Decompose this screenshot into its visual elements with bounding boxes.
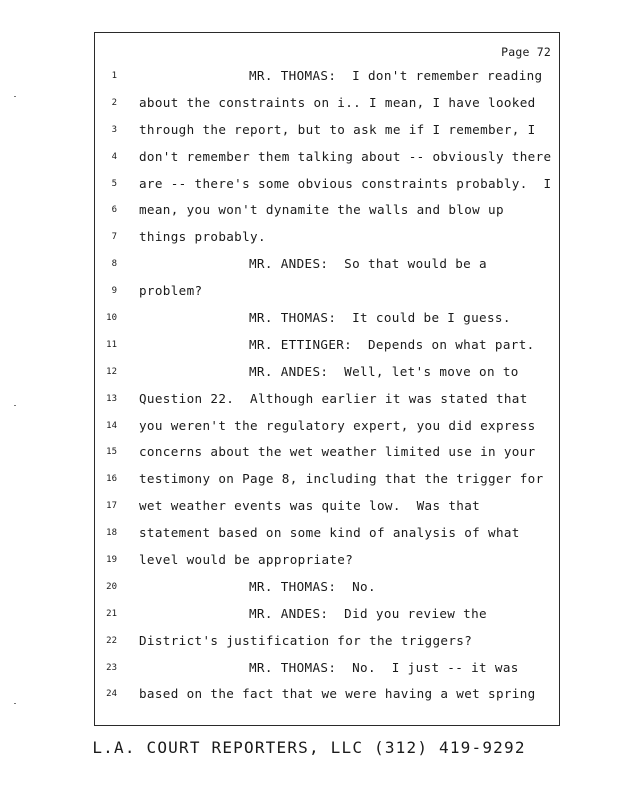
- transcript-line: [95, 547, 559, 574]
- transcript-line: [95, 601, 559, 628]
- line-text: based on the fact that we were having a wet spring: [139, 686, 536, 702]
- transcript-line: [95, 655, 559, 682]
- line-number: 19: [106, 555, 117, 566]
- transcript-line: [95, 413, 559, 440]
- line-text: Question 22. Although earlier it was stated that: [139, 390, 528, 406]
- scan-speck: [14, 703, 16, 704]
- transcript-line: [95, 171, 559, 198]
- line-number: 10: [106, 313, 117, 324]
- line-number: 17: [106, 501, 117, 512]
- transcript-line: [95, 520, 559, 547]
- line-number: 23: [106, 662, 117, 673]
- line-text: through the report, but to ask me if I remember, I: [139, 121, 536, 137]
- line-number: 24: [106, 689, 117, 700]
- transcript-line: [95, 574, 559, 601]
- transcript-line: [95, 681, 559, 708]
- transcript-lines: [95, 63, 559, 708]
- line-text: things probably.: [139, 229, 266, 245]
- page-number: Page 72: [501, 45, 551, 59]
- transcript-line: [95, 493, 559, 520]
- line-number: 21: [106, 608, 117, 619]
- line-number: 18: [106, 528, 117, 539]
- transcript-line: [95, 278, 559, 305]
- line-number: 1: [111, 71, 117, 81]
- scan-speck: [14, 405, 16, 406]
- line-text: statement based on some kind of analysis of what: [139, 525, 520, 541]
- line-number: 5: [111, 178, 117, 189]
- transcript-line: [95, 305, 559, 332]
- transcript-page: [94, 32, 560, 726]
- line-text: MR. ANDES: Did you review the: [249, 605, 487, 621]
- line-text: you weren't the regulatory expert, you did express: [139, 417, 536, 433]
- line-number: 15: [106, 447, 117, 458]
- line-number: 13: [106, 393, 117, 404]
- transcript-line: [95, 251, 559, 278]
- line-text: about the constraints on i.. I mean, I have looked: [139, 94, 536, 110]
- line-text: MR. ANDES: Well, let's move on to: [249, 363, 519, 379]
- line-text: MR. THOMAS: I don't remember reading: [249, 68, 543, 83]
- transcript-line: [95, 439, 559, 466]
- line-text: MR. THOMAS: No.: [249, 578, 376, 594]
- line-number: 20: [106, 581, 117, 592]
- scan-speck: [14, 96, 16, 97]
- transcript-line: [95, 332, 559, 359]
- line-text: wet weather events was quite low. Was that: [139, 498, 481, 514]
- line-text: MR. THOMAS: No. I just -- it was: [249, 659, 519, 675]
- line-text: problem?: [139, 283, 203, 299]
- transcript-line: [95, 386, 559, 413]
- line-number: 12: [106, 366, 117, 377]
- transcript-line: [95, 90, 559, 117]
- line-number: 22: [106, 635, 117, 646]
- line-text: concerns about the wet weather limited use in your: [139, 444, 536, 460]
- line-number: 8: [111, 259, 117, 270]
- transcript-line: [95, 117, 559, 144]
- line-number: 9: [111, 286, 117, 297]
- line-text: testimony on Page 8, including that the trigger for: [139, 471, 544, 487]
- transcript-line: [95, 197, 559, 224]
- line-number: 4: [111, 151, 117, 162]
- transcript-line: [95, 224, 559, 251]
- line-number: 14: [106, 420, 117, 431]
- transcript-line: [95, 628, 559, 655]
- line-number: 2: [111, 97, 117, 108]
- line-number: 7: [111, 232, 117, 243]
- line-text: MR. ETTINGER: Depends on what part.: [249, 336, 535, 352]
- line-number: 3: [111, 124, 117, 135]
- line-text: District's justification for the triggers?: [139, 632, 473, 648]
- line-text: MR. ANDES: So that would be a: [249, 256, 487, 272]
- line-text: mean, you won't dynamite the walls and blow up: [139, 202, 504, 218]
- line-number: 11: [106, 339, 117, 350]
- line-text: level would be appropriate?: [139, 552, 354, 568]
- line-number: 6: [111, 205, 117, 216]
- line-text: are -- there's some obvious constraints probably. I: [139, 175, 552, 191]
- court-reporter-footer: L.A. COURT REPORTERS, LLC (312) 419-9292: [92, 738, 526, 757]
- transcript-line: [95, 359, 559, 386]
- line-number: 16: [106, 474, 117, 485]
- transcript-line: [95, 63, 559, 90]
- transcript-line: [95, 466, 559, 493]
- line-text: don't remember them talking about -- obviously there: [139, 148, 552, 164]
- transcript-line: [95, 144, 559, 171]
- line-text: MR. THOMAS: It could be I guess.: [249, 310, 511, 326]
